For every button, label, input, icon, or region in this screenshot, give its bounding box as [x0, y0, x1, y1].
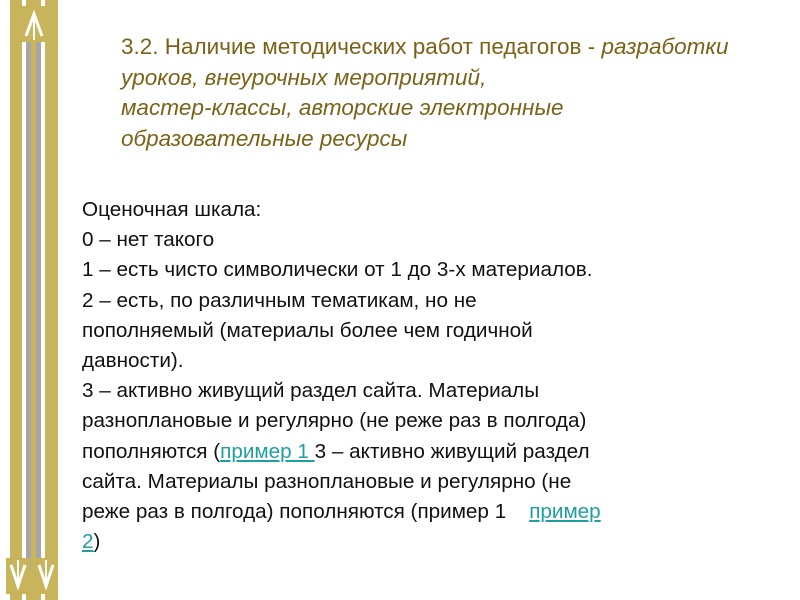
heading-prefix: 3.2. Наличие методических работ педагогов - — [121, 34, 602, 59]
scale-item-3-line-1: 3 – активно живущий раздел сайта. Материалы — [82, 379, 540, 403]
slide-heading — [121, 32, 761, 154]
rail-gap-right — [41, 0, 45, 600]
rail-gray-left — [26, 30, 31, 570]
scale-item-1: 1 – есть чисто символически от 1 до 3-х материалов. — [82, 258, 593, 282]
scale-text-segment: пополняются ( — [82, 439, 221, 463]
scale-item-2-line-3: давности). — [82, 349, 184, 373]
scale-title: Оценочная шкала: — [82, 198, 262, 221]
scale-item-3-line-6 — [82, 527, 782, 557]
scale-text-segment: ) — [93, 530, 101, 554]
rail-background — [10, 0, 58, 600]
rail-gap-left — [22, 0, 26, 600]
rail-gray-right — [36, 30, 41, 570]
scale-item-0: 0 – нет такого — [82, 228, 215, 252]
scale-item-3-line-4: сайта. Материалы разноплановые и регулярно (не — [82, 469, 572, 493]
example-1-link[interactable]: пример 1 — [220, 439, 315, 463]
scale-item-3-line-5 — [82, 497, 782, 527]
scoring-scale — [82, 195, 782, 557]
heading-italic-line-2: мастер-классы, авторские электронные — [121, 95, 564, 120]
arrow-down-icon — [34, 558, 58, 594]
arrow-up-icon — [20, 6, 48, 42]
example-2-link-continuation[interactable]: 2 — [82, 530, 94, 554]
scale-text-segment: 3 – активно живущий раздел — [314, 439, 590, 463]
scale-item-2-line-2: пополняемый (материалы более чем годичной — [82, 318, 533, 342]
arrow-down-icon — [6, 558, 30, 594]
example-2-link[interactable]: пример — [529, 500, 601, 524]
scale-item-3-line-2: разноплановые и регулярно (не реже раз в полгода) — [82, 409, 587, 433]
decorative-arrow-rails — [0, 0, 70, 600]
scale-text-segment: реже раз в полгода) пополняются (пример 1 — [82, 500, 530, 524]
heading-italic-line-3: образовательные ресурсы — [121, 125, 408, 151]
heading-italic-line-1: разработки уроков, внеурочных мероприятий, — [121, 34, 729, 90]
scale-item-2-line-1: 2 – есть, по различным тематикам, но не — [82, 288, 477, 312]
scale-item-3-line-3 — [82, 437, 782, 467]
